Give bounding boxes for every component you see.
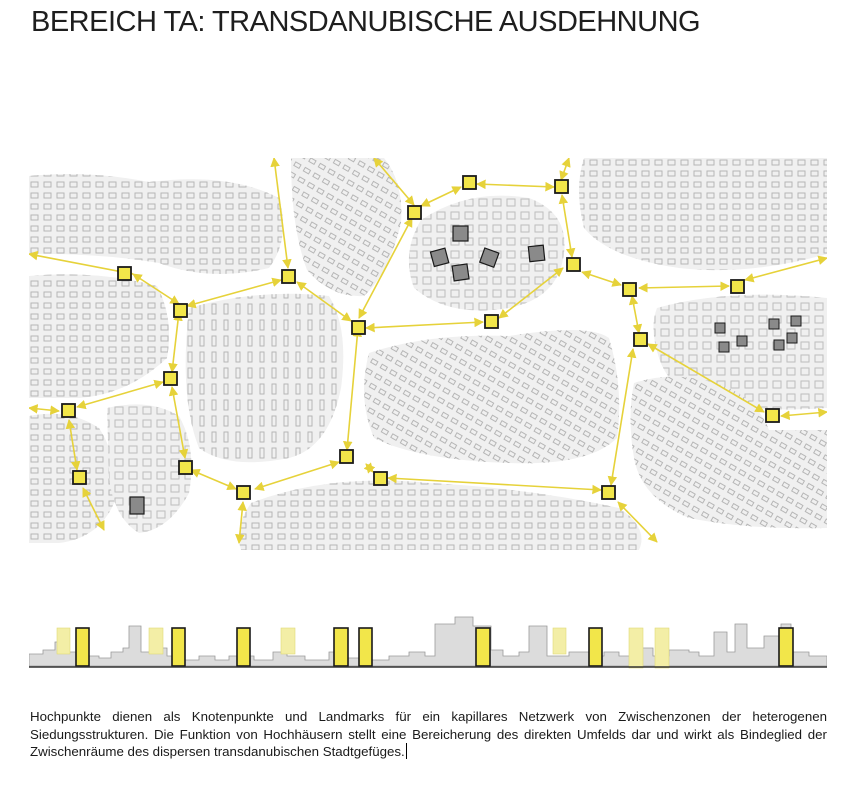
- landmark-footprint: [130, 497, 144, 514]
- highrise-node: [485, 315, 498, 328]
- highrise-node: [164, 372, 177, 385]
- highrise-node: [237, 486, 250, 499]
- highrise-tower: [779, 628, 793, 666]
- planned-highrise: [629, 628, 643, 668]
- highrise-node: [340, 450, 353, 463]
- landmark-footprint: [715, 323, 725, 333]
- highrise-tower: [359, 628, 372, 666]
- planned-highrise: [553, 628, 566, 654]
- highrise-tower: [172, 628, 185, 666]
- highrise-node: [374, 472, 387, 485]
- highrise-node: [463, 176, 476, 189]
- highrise-node: [731, 280, 744, 293]
- landmark-footprint: [528, 245, 544, 261]
- highrise-node: [352, 321, 365, 334]
- settlement-blocks: [29, 158, 827, 550]
- planned-highrise: [281, 628, 295, 654]
- page-title: BEREICH TA: TRANSDANUBISCHE AUSDEHNUNG: [31, 6, 701, 38]
- planned-highrise: [655, 628, 669, 668]
- highrise-node: [408, 206, 421, 219]
- highrise-node: [567, 258, 580, 271]
- highrise-node: [555, 180, 568, 193]
- planned-highrise: [149, 628, 163, 654]
- highrise-node: [62, 404, 75, 417]
- landmark-footprint: [769, 319, 779, 329]
- network-map: [29, 158, 827, 550]
- highrise-node: [602, 486, 615, 499]
- caption-body: Hochpunkte dienen als Knotenpunkte und Landmarks für ein kapillares Netzwerk von Zwischenzonen der heterogenen Siedungsstrukturen. Die Funktion von Hochhäusern stellt eine Bereicherung des direkten Umfelds dar und wirkt als Bindeglied der Zwischenräume des dispersen transdanubischen Stadtgefüges.: [30, 709, 827, 759]
- highrise-tower: [334, 628, 348, 666]
- highrise-node: [73, 471, 86, 484]
- landmark-footprint: [719, 342, 729, 352]
- highrise-node: [766, 409, 779, 422]
- highrise-node: [174, 304, 187, 317]
- skyline-background: [29, 617, 827, 666]
- highrise-node: [623, 283, 636, 296]
- highrise-tower: [237, 628, 250, 666]
- landmark-footprint: [453, 226, 468, 241]
- landmark-footprint: [737, 336, 747, 346]
- landmark-footprint: [430, 248, 448, 266]
- landmark-footprint: [774, 340, 784, 350]
- highrise-node: [282, 270, 295, 283]
- landmark-footprint: [787, 333, 797, 343]
- landmark-footprint: [791, 316, 801, 326]
- highrise-tower: [476, 628, 490, 666]
- highrise-node: [179, 461, 192, 474]
- highrise-node: [118, 267, 131, 280]
- planned-highrise: [57, 628, 70, 654]
- highrise-tower: [589, 628, 602, 666]
- skyline-section: [29, 612, 827, 670]
- text-cursor: [406, 743, 407, 759]
- highrise-node: [634, 333, 647, 346]
- highrise-tower: [76, 628, 89, 666]
- caption-text: [30, 708, 827, 761]
- landmark-footprint: [452, 264, 469, 281]
